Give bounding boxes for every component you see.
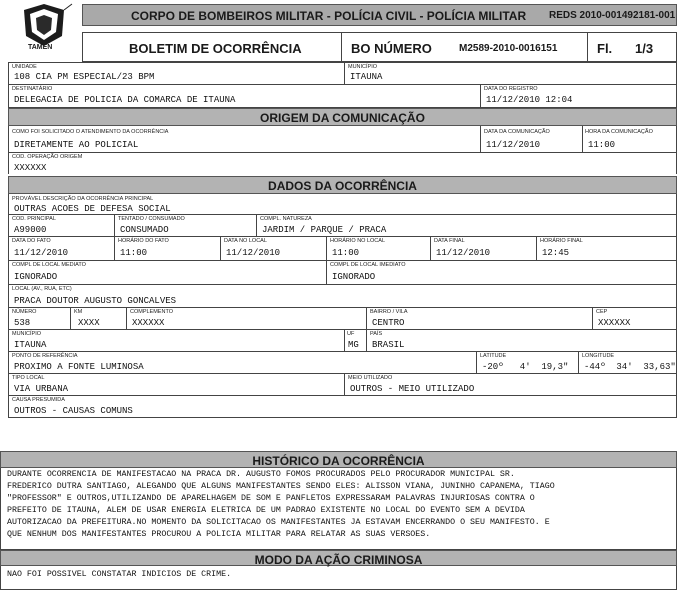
bo-number-label: BO NÚMERO	[351, 41, 432, 56]
tentado-value: CONSUMADO	[120, 225, 169, 235]
horario-fato-value: 11:00	[120, 248, 148, 258]
modo-section-bar	[0, 550, 677, 566]
reds-number: REDS 2010-001492181-001	[549, 10, 676, 21]
data-local-label: DATA NO LOCAL	[224, 238, 267, 244]
historico-line: "PROFESSOR" E OUTROS,UTILIZANDO DE APARELHAGEM DE SOM E PANFLETOS EXPRESSARAM PALAVRAS INJURIOSAS CONTRA O	[7, 494, 535, 503]
longitude-label: LONGITUDE	[582, 353, 615, 359]
uf-label: UF	[347, 331, 355, 337]
como-label: COMO FOI SOLICITADO O ATENDIMENTO DA OCORRÊNCIA	[12, 129, 169, 135]
ponto-referencia-label: PONTO DE REFERÊNCIA	[12, 353, 78, 359]
historico-section-title: HISTÓRICO DA OCORRÊNCIA	[252, 454, 425, 468]
origem-section-title: ORIGEM DA COMUNICAÇÃO	[260, 111, 425, 125]
horario-final-value: 12:45	[542, 248, 570, 258]
hora-comunicacao-label: HORA DA COMUNICAÇÃO	[585, 129, 653, 135]
data-comunicacao-value: 11/12/2010	[486, 140, 541, 150]
cod-operacao-label: COD. OPERAÇÃO ORIGEM	[12, 154, 83, 160]
dados-municipio-label: MUNICÍPIO	[12, 331, 42, 337]
data-fato-label: DATA DO FATO	[12, 238, 51, 244]
meio-utilizado-value: OUTROS - MEIO UTILIZADO	[350, 384, 475, 394]
municipio-label: MUNICÍPIO	[348, 64, 378, 70]
bo-number: M2589-2010-0016151	[459, 43, 558, 54]
unidade-value: 108 CIA PM ESPECIAL/23 BPM	[14, 72, 155, 82]
historico-text-block	[0, 468, 677, 550]
tentado-label: TENTADO / CONSUMADO	[118, 216, 185, 222]
latitude-value: -20º 4' 19,3"	[482, 362, 569, 372]
horario-fato-label: HORÁRIO DO FATO	[118, 238, 169, 244]
cod-principal-value: A99000	[14, 225, 47, 235]
numero-label: NÚMERO	[12, 309, 37, 315]
historico-line: DURANTE OCORRENCIA DE MANIFESTACAO NA PRACA DR. AUGUSTO FOMOS PROCURADOS PELO PROCURADOR MUNICIPAL SR.	[7, 470, 515, 479]
compl-local-imediato-value: IGNORADO	[332, 272, 376, 282]
dados-section-bar	[8, 176, 677, 194]
tipo-local-label: TIPO LOCAL	[12, 375, 45, 381]
unidade-label: UNIDADE	[12, 64, 37, 70]
compl-local-imediato-label: COMPL DE LOCAL IMEDIATO	[330, 262, 406, 268]
km-value: XXXX	[78, 318, 100, 328]
provavel-value: OUTRAS ACOES DE DEFESA SOCIAL	[14, 204, 171, 214]
hora-comunicacao-value: 11:00	[588, 140, 616, 150]
compl-local-mediato-label: COMPL DE LOCAL MEDIATO	[12, 262, 86, 268]
logo	[14, 2, 74, 56]
pais-value: BRASIL	[372, 340, 405, 350]
historico-line: PREFEITO DE ITAUNA, ALEM DE USAR ENERGIA ELETRICA DE UM PADRAO EXISTENTE NO LOCAL DO EVENTO SEM A DEVIDA	[7, 506, 525, 515]
page-number: 1/3	[635, 41, 654, 56]
km-label: KM	[74, 309, 83, 315]
data-final-value: 11/12/2010	[436, 248, 491, 258]
causa-value: OUTROS - CAUSAS COMUNS	[14, 406, 133, 416]
horario-final-label: HORÁRIO FINAL	[540, 238, 583, 244]
logo-text: TAMEN	[28, 44, 53, 51]
ponto-referencia-value: PROXIMO A FONTE LUMINOSA	[14, 362, 144, 372]
numero-value: 538	[14, 318, 31, 328]
data-registro-value: 11/12/2010 12:04	[486, 95, 573, 105]
longitude-value: -44º 34' 33,63"	[584, 362, 676, 372]
data-local-value: 11/12/2010	[226, 248, 281, 258]
dados-section-title: DADOS DA OCORRÊNCIA	[268, 179, 417, 193]
cod-operacao-value: XXXXXX	[14, 163, 47, 173]
compl-natureza-label: COMPL. NATUREZA	[260, 216, 312, 222]
complemento-value: XXXXXX	[132, 318, 165, 328]
destinatario-label: DESTINATÁRIO	[12, 86, 53, 92]
tipo-local-value: VIA URBANA	[14, 384, 69, 394]
cod-principal-label: COD. PRINCIPAL	[12, 216, 56, 222]
cep-label: CEP	[596, 309, 608, 315]
como-value: DIRETAMENTE AO POLICIAL	[14, 140, 139, 150]
agency-bar	[82, 4, 677, 26]
data-fato-value: 11/12/2010	[14, 248, 69, 258]
cep-value: XXXXXX	[598, 318, 631, 328]
document-title: BOLETIM DE OCORRÊNCIA	[129, 41, 302, 56]
compl-natureza-value: JARDIM / PARQUE / PRACA	[262, 225, 387, 235]
latitude-label: LATITUDE	[480, 353, 507, 359]
destinatario-value: DELEGACIA DE POLICIA DA COMARCA DE ITAUNA	[14, 95, 236, 105]
origem-section-bar	[8, 108, 677, 126]
data-comunicacao-label: DATA DA COMUNICAÇÃO	[484, 129, 550, 135]
horario-local-label: HORÁRIO NO LOCAL	[330, 238, 386, 244]
municipio-value: ITAUNA	[350, 72, 383, 82]
historico-line: FREDERICO DUTRA SANTIAGO, ALEGANDO QUE ALGUNS MANIFESTANTES SENDO ELES: ALISSON VIANA, JUNINHO CAPANEMA, TIAGO	[7, 482, 555, 491]
provavel-label: PROVÁVEL DESCRIÇÃO DA OCORRÊNCIA PRINCIPAL	[12, 196, 154, 202]
title-row	[82, 32, 677, 62]
dados-municipio-value: ITAUNA	[14, 340, 47, 350]
local-value: PRACA DOUTOR AUGUSTO GONCALVES	[14, 296, 177, 306]
causa-label: CAUSA PRESUMIDA	[12, 397, 65, 403]
meio-utilizado-label: MEIO UTILIZADO	[348, 375, 393, 381]
local-label: LOCAL (AV., RUA, ETC)	[12, 286, 72, 292]
uf-value: MG	[348, 340, 359, 350]
page-label: Fl.	[597, 41, 613, 56]
modo-text-block	[0, 566, 677, 590]
data-registro-label: DATA DO REGISTRO	[484, 86, 538, 92]
bairro-label: BAIRRO / VILA	[370, 309, 408, 315]
compl-local-mediato-value: IGNORADO	[14, 272, 58, 282]
modo-section-title: MODO DA AÇÃO CRIMINOSA	[254, 553, 423, 567]
agency-name: CORPO DE BOMBEIROS MILITAR - POLÍCIA CIVIL - POLÍCIA MILITAR	[131, 9, 527, 23]
historico-line: QUE NENHUM DOS MANIFESTANTES PROCUROU A POLICIA MILITAR PARA RELATAR AS SUAS VERSOES.	[7, 530, 431, 539]
bairro-value: CENTRO	[372, 318, 405, 328]
historico-section-bar	[0, 451, 677, 468]
modo-text: NAO FOI POSSIVEL CONSTATAR INDICIOS DE CRIME.	[7, 570, 232, 579]
data-final-label: DATA FINAL	[434, 238, 465, 244]
pais-label: PAÍS	[370, 331, 383, 337]
historico-line: AUTORIZACAO DA PREFEITURA.NO MOMENTO DA SOLICITACAO OS MANIFESTANTES JA ESTAVAM ENCERRANDO O SEU MANIFESTO. E	[7, 518, 550, 527]
complemento-label: COMPLEMENTO	[130, 309, 173, 315]
horario-local-value: 11:00	[332, 248, 360, 258]
